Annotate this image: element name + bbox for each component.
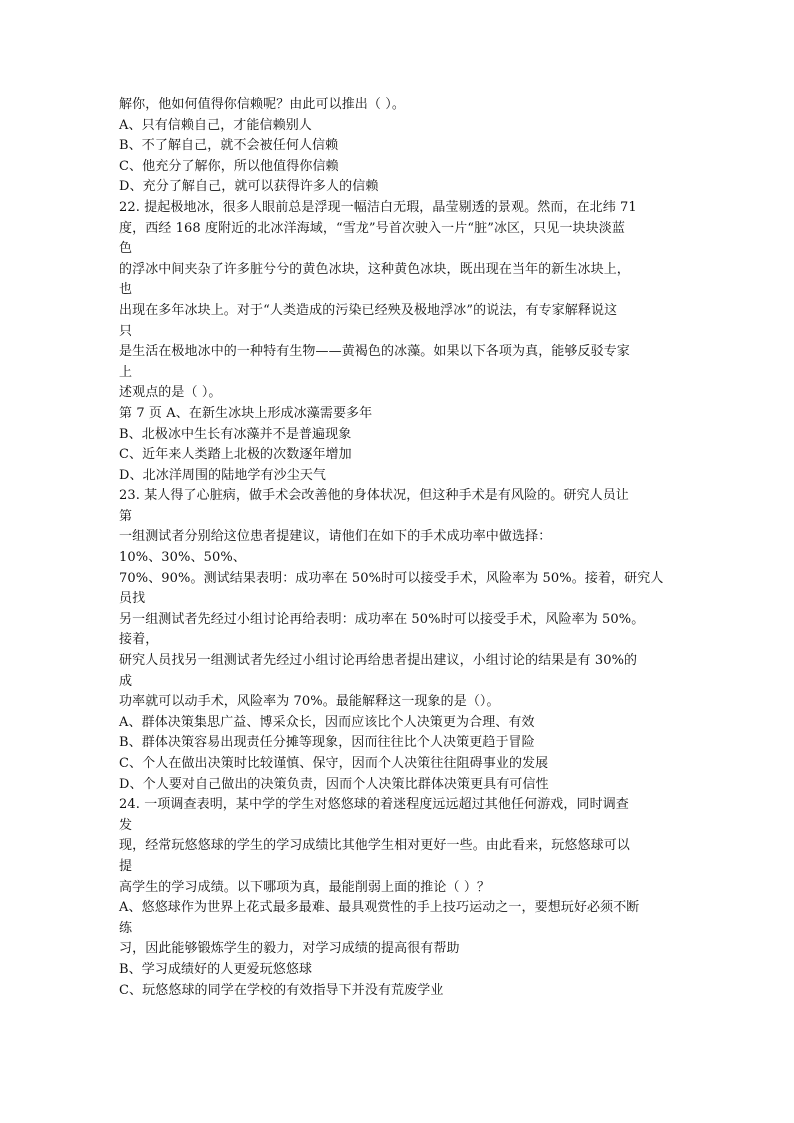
- text-line: C、近年来人类踏上北极的次数逐年增加: [119, 447, 352, 463]
- text-line: D、充分了解自己，就可以获得许多人的信赖: [119, 179, 379, 195]
- text-line: B、北极冰中生长有冰藻并不是普遍现象: [119, 426, 352, 442]
- text-line: 上: [119, 364, 133, 380]
- text-line: 解你，他如何值得你信赖呢？由此可以推出（ ）。: [119, 97, 405, 112]
- text-line: 度，西经 168 度附近的北冰洋海域，“雪龙”号首次驶入一片“脏”冰区，只见一块块淡蓝: [119, 220, 625, 236]
- text-line: 发: [119, 817, 133, 833]
- text-line: C、玩悠悠球的同学在学校的有效指导下并没有荒废学业: [119, 982, 444, 998]
- text-line: 只: [119, 323, 133, 339]
- text-line: 70%、90%。测试结果表明：成功率在 50%时可以接受手术，风险率为 50%。接着，研究人: [119, 570, 664, 586]
- text-line: A、只有信赖自己，才能信赖别人: [119, 117, 312, 133]
- text-line: 另一组测试者先经过小组讨论再给表明：成功率在 50%时可以接受手术，风险率为 50%。: [119, 611, 645, 627]
- text-line: 10%、30%、50%、: [119, 550, 246, 566]
- text-line: 24. 一项调查表明，某中学的学生对悠悠球的着迷程度远远超过其他任何游戏，同时调查: [119, 797, 629, 813]
- text-line: B、不了解自己，就不会被任何人信赖: [119, 138, 339, 154]
- text-line: 23. 某人得了心脏病，做手术会改善他的身体状况，但这种手术是有风险的。研究人员让: [119, 488, 629, 504]
- text-line: 提: [119, 858, 133, 874]
- text-line: C、个人在做出决策时比较谨慎、保守，因而个人决策往往阻碍事业的发展: [119, 756, 549, 771]
- text-line: 练: [119, 920, 133, 936]
- text-line: D、个人要对自己做出的决策负责，因而个人决策比群体决策更具有可信性: [119, 776, 549, 792]
- text-line: 一组测试者分别给这位患者提建议，请他们在如下的手术成功率中做选择：: [119, 529, 552, 545]
- text-line: 习，因此能够锻炼学生的毅力，对学习成绩的提高很有帮助: [119, 941, 460, 957]
- text-line: 研究人员找另一组测试者先经过小组讨论再给患者提出建议，小组讨论的结果是有 30%的: [119, 653, 638, 669]
- text-line: 也: [119, 282, 133, 298]
- text-line: 是生活在极地冰中的一种特有生物——黄褐色的冰藻。如果以下各项为真，能够反驳专家: [119, 344, 630, 360]
- text-line: A、群体决策集思广益、博采众长，因而应该比个人决策更为合理、有效: [119, 714, 535, 730]
- text-line: 出现在多年冰块上。对于“人类造成的污染已经殃及极地浮冰”的说法，有专家解释说这: [119, 302, 618, 318]
- text-line: 成: [119, 673, 133, 689]
- text-line: C、他充分了解你，所以他值得你信赖: [119, 158, 339, 174]
- text-line: 高学生的学习成绩。以下哪项为真，最能削弱上面的推论（ ）？: [119, 879, 491, 895]
- text-line: 第: [119, 508, 133, 524]
- document-body: [119, 95, 679, 1001]
- text-line: 22. 提起极地冰，很多人眼前总是浮现一幅洁白无瑕，晶莹剔透的景观。然而，在北纬 71: [119, 199, 637, 215]
- text-line: B、群体决策容易出现责任分摊等现象，因而往往比个人决策更趋于冒险: [119, 735, 535, 751]
- text-line: 的浮冰中间夹杂了许多脏兮兮的黄色冰块，这种黄色冰块，既出现在当年的新生冰块上，: [119, 261, 630, 277]
- text-line: B、学习成绩好的人更爱玩悠悠球: [119, 961, 313, 977]
- text-line: 色: [119, 241, 133, 257]
- text-line: 现，经常玩悠悠球的学生的学习成绩比其他学生相对更好一些。由此看来，玩悠悠球可以: [119, 838, 630, 854]
- text-line: D、北冰洋周围的陆地学有沙尘天气: [119, 467, 327, 483]
- text-line: A、悠悠球作为世界上花式最多最难、最具观赏性的手上技巧运动之一，要想玩好必须不断: [119, 900, 640, 916]
- text-line: 述观点的是（ ）。: [119, 385, 222, 401]
- text-line: 接着，: [119, 632, 159, 648]
- text-line: 员找: [119, 591, 146, 607]
- text-line: 第 7 页 A、在新生冰块上形成冰藻需要多年: [119, 405, 373, 421]
- text-line: 功率就可以动手术，风险率为 70%。最能解释这一现象的是（）。: [119, 694, 500, 710]
